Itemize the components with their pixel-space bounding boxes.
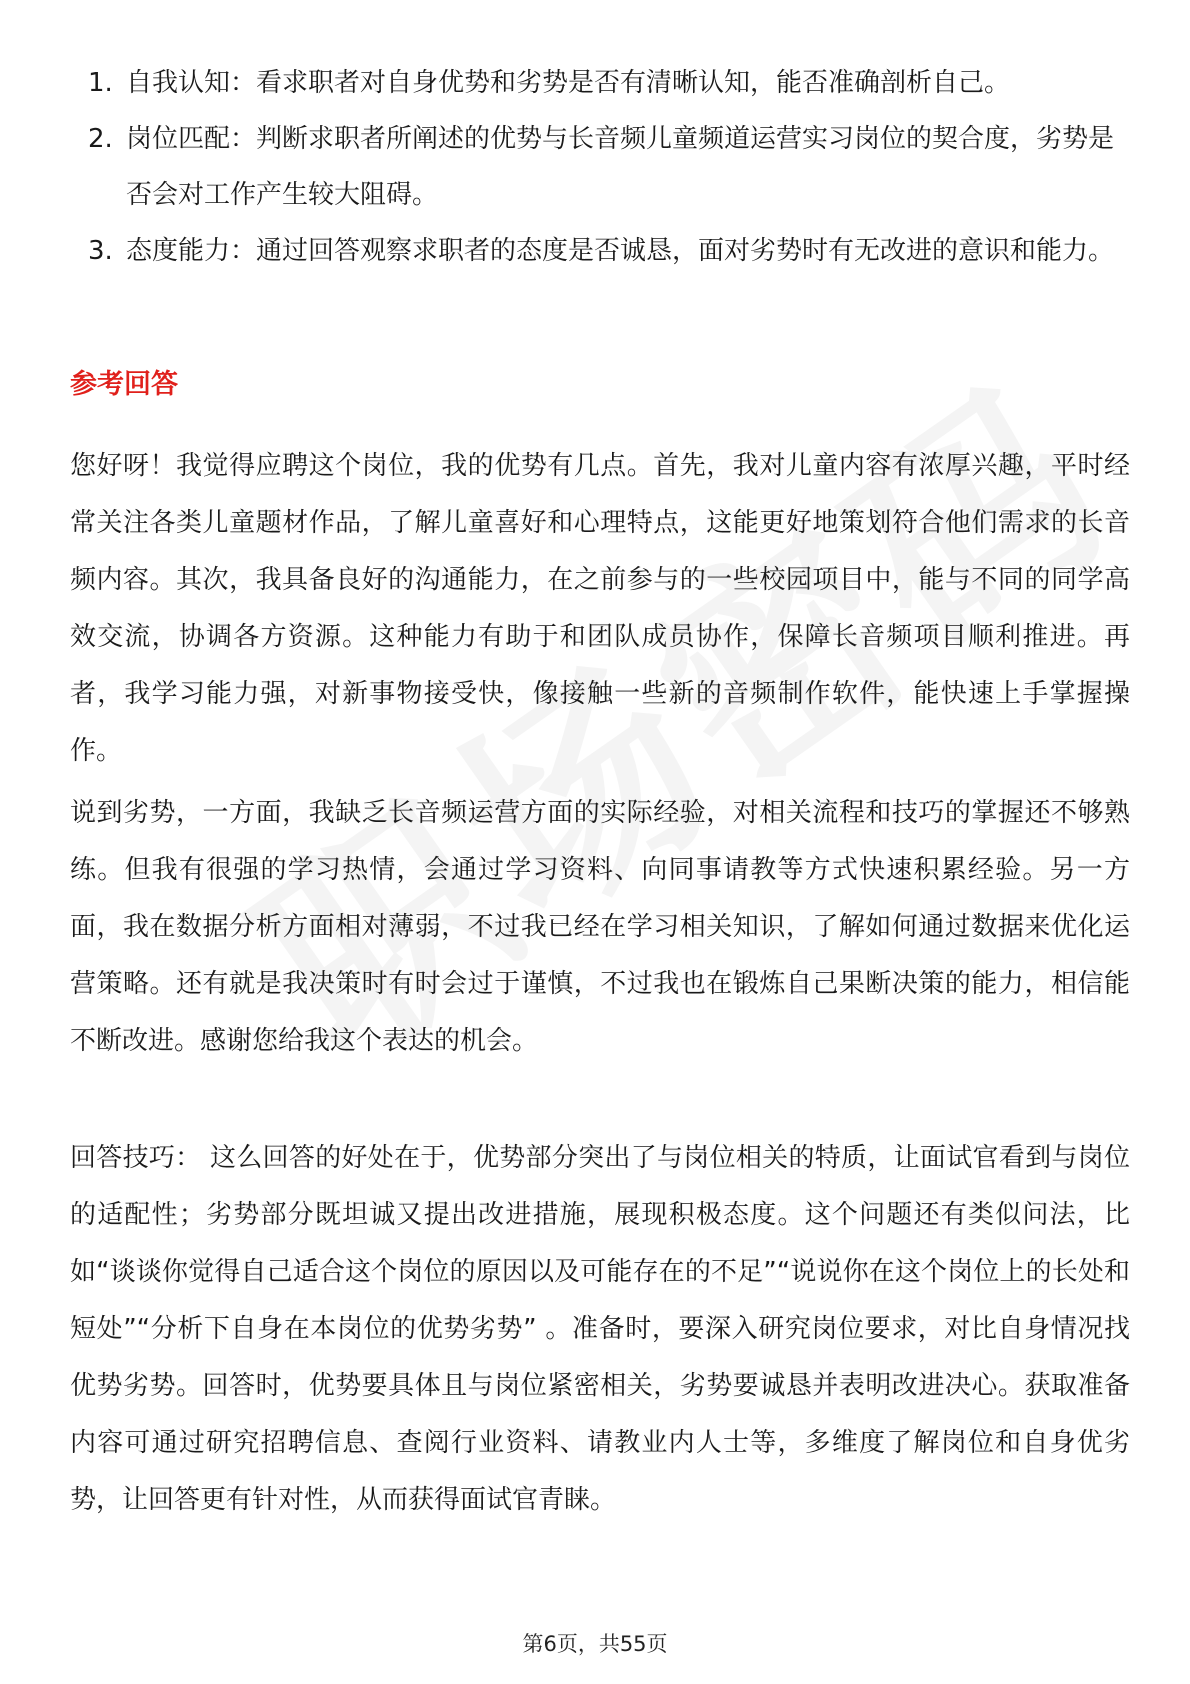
answer-paragraph-weaknesses: 说到劣势，一方面，我缺乏长音频运营方面的实际经验，对相关流程和技巧的掌握还不够熟练。但我有很强的学习热情，会通过学习资料、向同事请教等方式快速积累经验。另一方面，我在数据分析方面相对薄弱，不过我已经在学习相关知识，了解如何通过数据来优化运营策略。还有就是我决策时有时会过于谨慎，不过我也在锻炼自己果断决策的能力，相信能不断改进。感谢您给我这个表达的机会。 [70, 798, 1130, 1056]
answer-tips-paragraph: 回答技巧： 这么回答的好处在于，优势部分突出了与岗位相关的特质，让面试官看到与岗位的适配性；劣势部分既坦诚又提出改进措施，展现积极态度。这个问题还有类似问法，比如“谈谈你觉得自己适合这个岗位的原因以及可能存在的不足”“说说你在这个岗位上的长处和短处”“分析下自身在本岗位的优势劣势” 。准备时，要深入研究岗位要求，对比自身情况找优势劣势。回答时，优势要具体且与岗位紧密相关，劣势要诚恳并表明改进决心。获取准备内容可通过研究招聘信息、查阅行业资料、请教业内人士等，多维度了解岗位和自身优劣势，让回答更有针对性，从而获得面试官青睐。 [70, 1143, 1130, 1515]
criteria-text: 岗位匹配：判断求职者所阐述的优势与长音频儿童频道运营实习岗位的契合度，劣势是否会对工作产生较大阻碍。 [126, 124, 1115, 210]
criteria-item [78, 111, 1118, 223]
criteria-number: 3. [88, 236, 113, 266]
criteria-number: 2. [88, 124, 113, 154]
criteria-item [78, 55, 1118, 111]
answer-paragraph-strengths: 您好呀！我觉得应聘这个岗位，我的优势有几点。首先，我对儿童内容有浓厚兴趣，平时经常关注各类儿童题材作品，了解儿童喜好和心理特点，这能更好地策划符合他们需求的长音频内容。其次，我具备良好的沟通能力，在之前参与的一些校园项目中，能与不同的同学高效交流，协调各方资源。这种能力有助于和团队成员协作，保障长音频项目顺利推进。再者，我学习能力强，对新事物接受快，像接触一些新的音频制作软件，能快速上手掌握操作。 [70, 451, 1130, 766]
criteria-text: 自我认知：看求职者对自身优势和劣势是否有清晰认知，能否准确剖析自己。 [126, 68, 1011, 98]
evaluation-criteria-list [78, 55, 1118, 279]
criteria-number: 1. [88, 68, 113, 98]
page-number: 第6页，共55页 [522, 1632, 668, 1656]
section-title: 参考回答 [70, 369, 178, 400]
criteria-text: 态度能力：通过回答观察求职者的态度是否诚恳，面对劣势时有无改进的意识和能力。 [126, 236, 1115, 266]
criteria-item [78, 223, 1118, 279]
